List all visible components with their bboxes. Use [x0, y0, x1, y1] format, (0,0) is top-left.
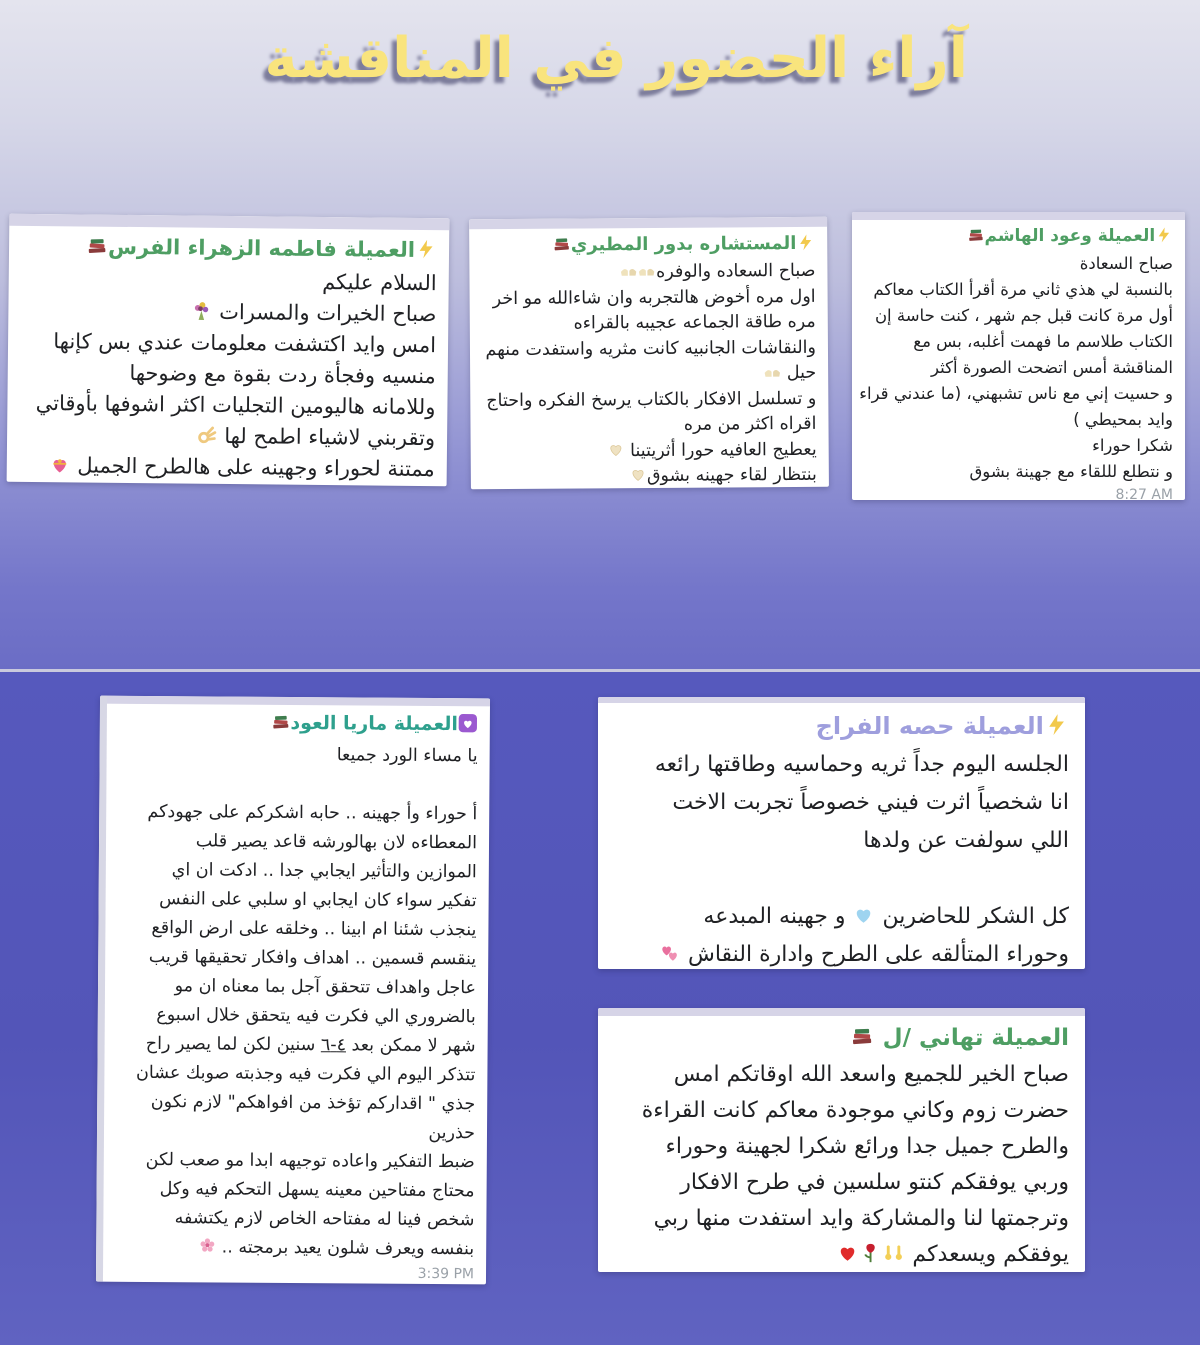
message-line: منسيه وفجأة ردت بقوة مع وضوحها — [129, 360, 436, 389]
message-text — [17, 264, 437, 485]
message-line: بنفسه ويعرف شلون يعيد برمجته .. — [112, 1233, 474, 1265]
message-line: ضبط التفكير واعاده توجيهه ابدا مو صعب لكن — [145, 1149, 475, 1173]
lightning-bolt-icon — [1155, 226, 1173, 244]
ok-hand-icon — [195, 424, 217, 446]
message-line: ينقسم قسمين .. اهداف وافكار تحقيقها قريب — [148, 946, 477, 970]
message-line: وربي يوفقكم كنتو سلسين في طرح الافكار — [680, 1170, 1069, 1195]
lightning-bolt-icon — [1044, 712, 1069, 737]
message-line: الجلسه اليوم جداً ثريه وحماسيه وطاقتها رائعه — [654, 752, 1069, 777]
message-line: جذي " اقداركم تؤخذ من افواهكم" لازم نكون — [150, 1092, 476, 1115]
sender-name: العميلة تهاني /ل — [610, 1022, 1069, 1054]
message-line: حذرين — [428, 1122, 476, 1144]
message-line: و حسيت إني مع ناس تشبهني، (ما عندني قراء — [859, 384, 1173, 403]
message-line: ينجذب شئنا ام ابينا .. وخلقه على ارض الواقع — [151, 918, 477, 941]
books-stack-icon — [270, 712, 290, 732]
message-line: بالضروري الي فكرت فيه يتحقق خلال اسبوع — [156, 1005, 476, 1028]
cherry-blossom-icon — [198, 1237, 217, 1256]
message-line: شخص فينا له مفتاحه الخاص لازم يكتشفه — [174, 1208, 475, 1231]
chat-message-card-fatima — [7, 214, 450, 487]
message-line: اقراه اكثر من مره — [683, 413, 817, 435]
palms-up-together-icon — [638, 261, 657, 280]
message-line: المعطاءه لان بهالورشه قاعد يصير قلب — [195, 831, 478, 854]
chat-message-card-hessa — [598, 697, 1085, 969]
sender-name: العميلة ماريا العود — [116, 708, 478, 739]
books-stack-icon — [86, 235, 108, 257]
heart-with-ribbon-icon — [48, 453, 70, 475]
message-line: وايد بمحيطي ) — [1073, 410, 1173, 429]
message-line — [610, 860, 1069, 898]
message-line: شكرا حوراء — [1092, 436, 1173, 455]
message-line: محتاج مفتاحين معينه يسهل التحكم فيه وكل — [159, 1179, 475, 1202]
message-line: حيل — [478, 361, 816, 389]
books-stack-icon — [552, 234, 571, 253]
message-line: وتقربني لاشياء اطمح لها — [17, 419, 435, 454]
chat-message-card-tahani — [598, 1008, 1085, 1272]
message-line: أول مرة كانت قبل جم شهر ، كنت حاسة إن — [874, 306, 1173, 325]
message-line: والنقاشات الجانبيه كانت مثريه واستفدت منهم — [485, 337, 817, 360]
light-blue-heart-icon — [852, 903, 875, 926]
message-text — [610, 1057, 1069, 1272]
message-text — [610, 746, 1069, 969]
message-line: ممتنة لحوراء وجهينه على هالطرح الجميل — [17, 450, 435, 485]
message-line: صباح الخيرات والمسرات — [18, 295, 436, 330]
message-line: عاجل واهداف تتحقق آجل بما معناه ان مو — [174, 976, 477, 999]
message-line: يعطيج العافيه حورا أثريتينا — [479, 437, 817, 465]
message-line: وترجمتها لنا والمشاركة وايد استفدت منها ربي — [653, 1206, 1069, 1231]
books-stack-icon — [967, 226, 985, 244]
message-text — [860, 251, 1173, 485]
message-line: صباح السعادة — [1079, 254, 1173, 273]
lightning-bolt-icon — [796, 233, 815, 252]
message-line: صباح الخير للجميع واسعد الله اوقاتكم امس — [673, 1062, 1069, 1087]
message-line: بالنسبة لي هذي ثاني مرة أقرأ الكتاب معاكم — [873, 280, 1173, 299]
sender-name: العميلة فاطمه الزهراء الفرس — [19, 232, 437, 264]
chat-message-card-woud — [852, 212, 1185, 500]
message-line: المناقشة أمس اتضحت الصورة أكثر — [931, 358, 1173, 377]
chat-message-card-budoor — [469, 217, 829, 489]
bouquet-icon — [190, 300, 212, 322]
message-line: تفكير سواء كان ايجابي او سلبي على النفس — [159, 889, 477, 912]
message-line: حضرت زوم وكاني موجودة معاكم كانت القراءة — [641, 1098, 1069, 1123]
message-line: أ حوراء وأ جهينه .. حابه اشكركم على جهودكم — [147, 801, 478, 825]
books-stack-icon — [850, 1024, 874, 1048]
message-line: اللي سولفت عن ولدها — [863, 828, 1069, 853]
message-line: وللامانه هاليومين التجليات اكثر اشوفها بأوقاتي — [35, 390, 436, 420]
chat-message-card-maria — [96, 696, 490, 1285]
message-line: السلام عليكم — [322, 269, 437, 296]
message-line: كل الشكر للحاضرين و جهينه المبدعه — [703, 904, 1069, 929]
rose-icon — [859, 1241, 882, 1264]
message-text — [112, 740, 478, 1265]
message-line: شهر لا ممكن بعد ٤-٦ سنين لكن لما يصير راح — [145, 1033, 476, 1057]
message-line: وحوراء المتألقه على الطرح وادارة النقاش — [610, 936, 1069, 969]
message-line: بنتظار لقاء جهينه بشوق — [479, 463, 817, 489]
raising-hands-icon — [882, 1241, 905, 1264]
message-line — [115, 769, 477, 801]
message-line: اول مره أخوض هالتجربه وان شاءالله مو اخر — [492, 286, 816, 309]
heart-hands-icon — [628, 465, 647, 484]
two-hearts-icon — [658, 941, 681, 964]
heart-hands-icon — [606, 440, 625, 459]
message-line: يوفقكم ويسعدكم — [610, 1237, 1069, 1272]
message-text — [477, 259, 817, 489]
message-line: و تسلسل الافكار بالكتاب يرسخ الفكره واحتاج — [486, 388, 817, 411]
message-line: و نتطلع لللقاء مع جهينة بشوق — [969, 462, 1173, 481]
message-line: الكتاب طلاسم ما فهمت أغلبه، بس مع — [913, 332, 1173, 351]
page-title: آراء الحضور في المناقشة — [264, 26, 968, 91]
red-heart-icon — [836, 1241, 859, 1264]
message-line: مره طاقة الجماعه عجيبه بالقراءه — [573, 311, 816, 334]
message-line: يا مساء الورد جميعا — [336, 745, 478, 767]
message-line: الموازين والتأثير ايجابي جدا .. ادكت ان اي — [171, 860, 477, 883]
sender-name: المستشاره بدور المطيري — [477, 231, 815, 258]
sender-name: العميلة وعود الهاشم — [860, 224, 1173, 248]
message-line: انا شخصياً اثرت فيني خصوصاً تجربت الاخت — [672, 790, 1069, 815]
palms-up-together-icon — [619, 261, 638, 280]
message-line: امس وايد اكتشفت معلومات عندي بس كإنها — [53, 329, 437, 358]
timestamp: 3:39 PM — [417, 1265, 475, 1283]
message-line: والطرح جميل جدا ورائع شكرا لجهينة وحوراء — [665, 1134, 1069, 1159]
message-line: تتذكر اليوم الي فكرت فيه وجذبته صوبك عشان — [136, 1062, 476, 1086]
palms-up-together-icon — [763, 362, 782, 381]
timestamp: 8:27 AM — [1115, 487, 1173, 500]
heart-decoration-icon — [458, 713, 478, 733]
message-line: صباح السعاده والوفره — [477, 259, 815, 287]
sender-name: العميلة حصه الفراج — [610, 709, 1069, 743]
lightning-bolt-icon — [415, 238, 437, 260]
